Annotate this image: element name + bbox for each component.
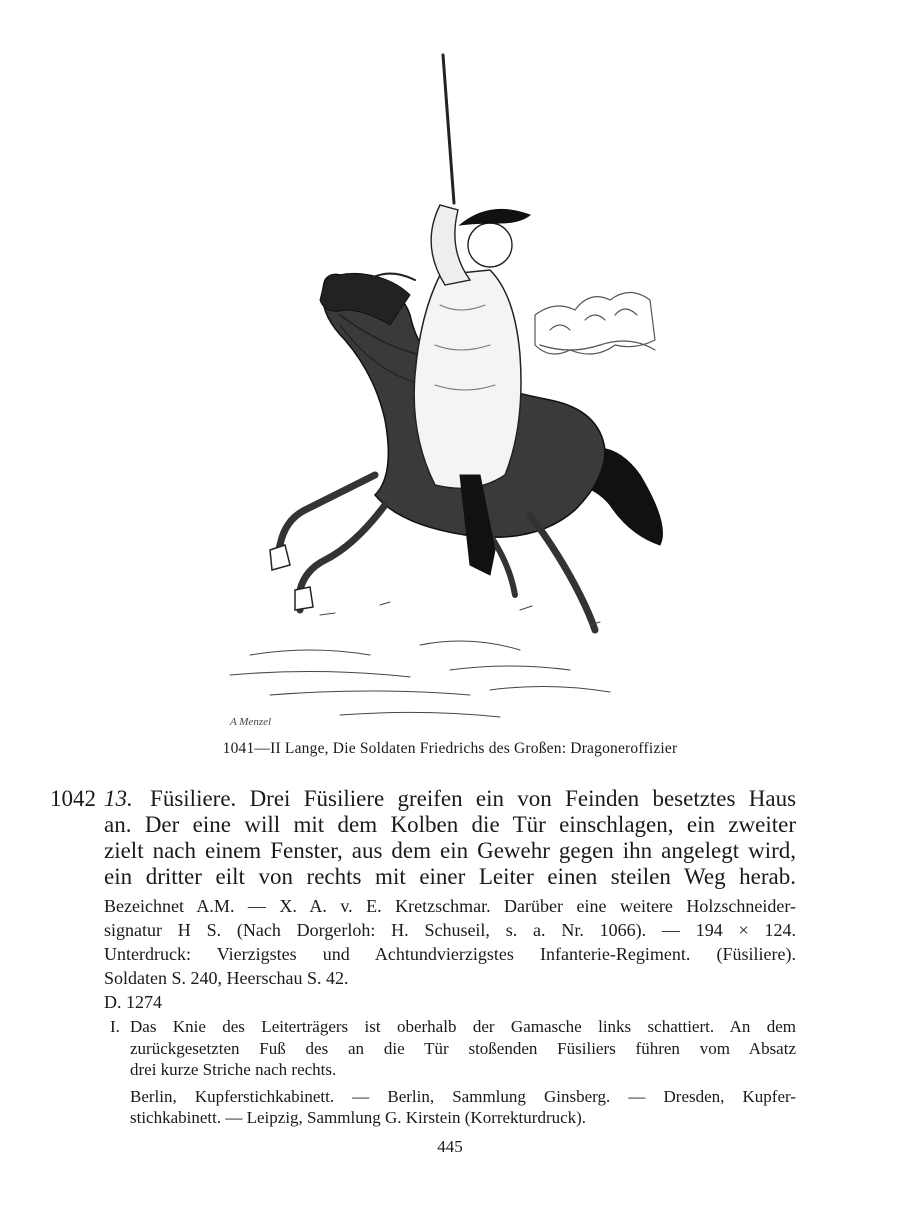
catalog-entry	[50, 786, 796, 1129]
meta-line: Bezeichnet A.M. — X. A. v. E. Kretzschmar. Darüber eine weitere Holzschneider-	[104, 896, 796, 916]
artist-signature: A Menzel	[230, 716, 272, 728]
state-desc-line: Das Knie des Leiterträgers ist oberhalb der Gamasche links schattiert. An dem	[130, 1017, 796, 1036]
state-description	[130, 1016, 796, 1129]
state-desc-line: zurückgesetzten Fuß des an die Tür stoßenden Füsiliers führen vom Absatz	[130, 1038, 796, 1058]
meta-line: D. 1274	[104, 992, 162, 1012]
dragoon-officer-illustration	[190, 45, 700, 745]
state-locations	[130, 1086, 796, 1129]
state-I	[110, 1016, 796, 1129]
entry-title-line-1: 1042 13. Füsiliere. Drei Füsiliere greifen ein von Feinden besetztes Haus	[50, 786, 797, 811]
state-loc-line: Berlin, Kupferstichkabinett. — Berlin, Sammlung Ginsberg. — Dresden, Kupfer-	[130, 1086, 796, 1106]
state-loc-line: stichkabinett. — Leipzig, Sammlung G. Kirstein (Korrekturdruck).	[130, 1108, 587, 1127]
page-number: 445	[437, 1137, 463, 1156]
entry-title-line-4: ein dritter eilt von rechts mit einer Leiter einen steilen Weg herab.	[104, 864, 796, 889]
entry-meta	[104, 894, 796, 1014]
meta-line: signatur H S. (Nach Dorgerloh: H. Schuseil, s. a. Nr. 1066). — 194 × 124.	[104, 920, 796, 940]
state-roman-numeral: I.	[110, 1017, 120, 1036]
entry-title-line-3: zielt nach einem Fenster, aus dem ein Gewehr gegen ihn angelegt wird,	[104, 838, 796, 863]
meta-line: Soldaten S. 240, Heerschau S. 42.	[104, 968, 349, 988]
figure-caption: 1041—II Lange, Die Soldaten Friedrichs des Großen: Dragoneroffizier	[222, 740, 678, 757]
entry-description	[50, 786, 796, 890]
state-desc-line: drei kurze Striche nach rechts.	[130, 1060, 337, 1079]
entry-number: 1042	[50, 786, 96, 811]
entry-sub-number: 13.	[104, 786, 133, 811]
entry-title-line-2: an. Der eine will mit dem Kolben die Tür einschlagen, ein zweiter	[104, 812, 796, 837]
meta-line: Unterdruck: Vierzigstes und Achtundvierzigstes Infanterie-Regiment. (Füsiliere).	[104, 944, 796, 964]
